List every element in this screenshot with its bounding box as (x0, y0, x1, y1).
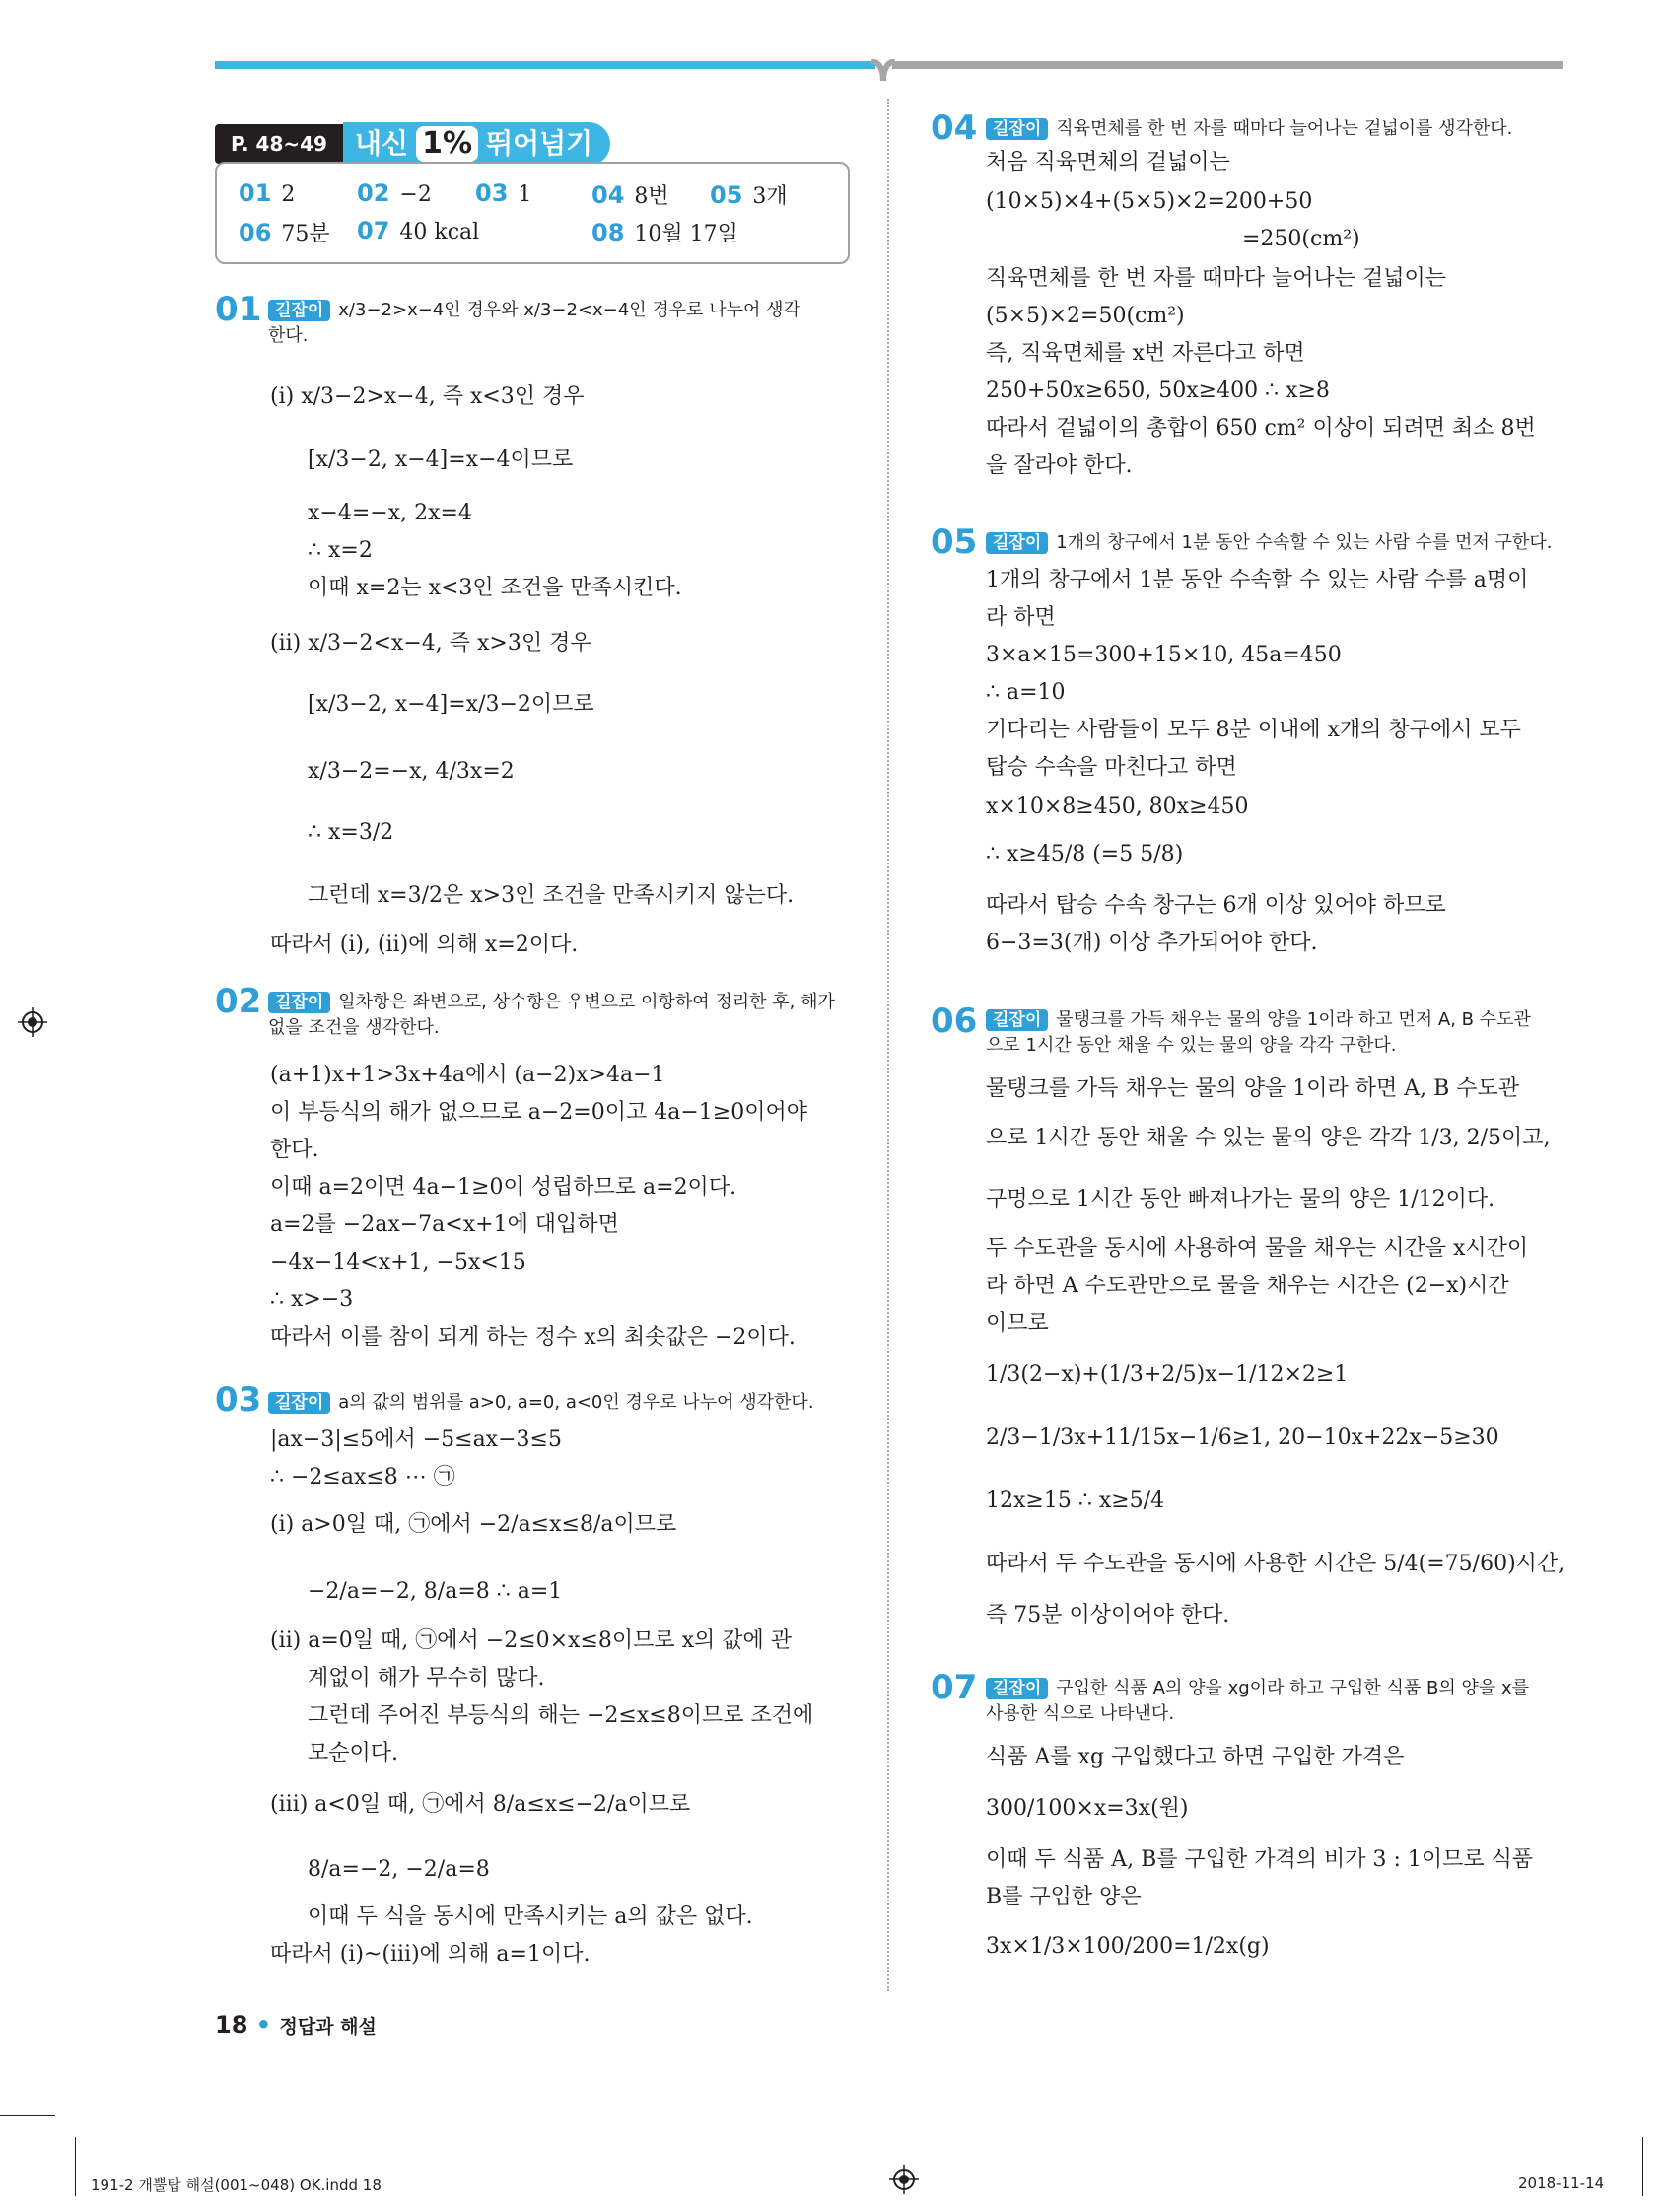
solution-line: x−4=−x, 2x=4 (308, 501, 472, 525)
hint-tag: 길잡이 (986, 1678, 1048, 1699)
solution-line: 탑승 수속을 마친다고 하면 (986, 755, 1237, 780)
problem-number: 04 (931, 108, 978, 148)
solution-line: ∴ x>−3 (270, 1287, 354, 1312)
solution-line: 식품 A를 xg 구입했다고 하면 구입한 가격은 (986, 1745, 1405, 1769)
column-divider (887, 99, 889, 1991)
problem-number: 05 (931, 522, 978, 562)
solution-line: 구멍으로 1시간 동안 빠져나가는 물의 양은 1/12이다. (986, 1187, 1495, 1211)
solution-line: 을 잘라야 한다. (986, 453, 1133, 478)
solution-line: (10×5)×4+(5×5)×2=200+50 (986, 189, 1313, 214)
solution-line: 2/3−1/3x+11/15x−1/6≥1, 20−10x+22x−5≥30 (986, 1425, 1499, 1450)
solution-line: 이때 두 식을 동시에 만족시키는 a의 값은 없다. (308, 1904, 753, 1929)
registration-mark-icon (18, 1007, 47, 1037)
hint: 길잡이 구입한 식품 A의 양을 xg이라 하고 구입한 식품 B의 양을 x를 사용한 식으로 나타낸다. (986, 1678, 1530, 1724)
solution-line: −2/a=−2, 8/a=8 ∴ a=1 (308, 1579, 563, 1604)
page-number: 18 (215, 2011, 248, 2039)
solution-line: a=2를 −2ax−7a<x+1에 대입하면 (270, 1212, 619, 1237)
solution-line: 으로 1시간 동안 채울 수 있는 물의 양은 각각 1/3, 2/5이고, (986, 1126, 1551, 1150)
page-tag: P. 48~49 (215, 124, 343, 164)
banner-title-a: 내신 (354, 127, 409, 160)
solution-line: (5×5)×2=50(cm²) (986, 304, 1185, 328)
answer-item: 01 2 (239, 179, 296, 207)
solution-line: [x/3−2, x−4]=x−4이므로 (308, 448, 574, 472)
top-bar-left (215, 61, 875, 69)
answer-header (215, 122, 610, 166)
print-slug-file: 191-2 개뿔탑 해설(001~048) OK.indd 18 (91, 2177, 382, 2194)
solution-line: 이때 두 식품 A, B를 구입한 가격의 비가 3 : 1이므로 식품 (986, 1847, 1534, 1872)
solution-line: 물탱크를 가득 채우는 물의 양을 1이라 하면 A, B 수도관 (986, 1076, 1520, 1101)
solution-line: 즉 75분 이상이어야 한다. (986, 1603, 1230, 1627)
solution-line: 한다. (270, 1138, 319, 1162)
solution-line: x×10×8≥450, 80x≥450 (986, 795, 1249, 819)
problem-number: 02 (215, 982, 262, 1021)
solution-line: 즉, 직육면체를 x번 자른다고 하면 (986, 341, 1305, 366)
solution-line: 250+50x≥650, 50x≥400 ∴ x≥8 (986, 379, 1330, 403)
solution-line: 3×a×15=300+15×10, 45a=450 (986, 643, 1342, 667)
solution-line: 따라서 겉넓이의 총합이 650 cm² 이상이 되려면 최소 8번 (986, 416, 1536, 441)
hint-tag: 길잡이 (268, 992, 330, 1013)
solution-line: 1/3(2−x)+(1/3+2/5)x−1/12×2≥1 (986, 1362, 1349, 1387)
solution-line: ∴ −2≤ax≤8 ⋯ ㉠ (270, 1465, 455, 1489)
solution-line: −4x−14<x+1, −5x<15 (270, 1250, 526, 1275)
problem-number: 01 (215, 290, 262, 329)
solution-line: (ⅱ) a=0일 때, ㉠에서 −2≤0×x≤8이므로 x의 값에 관 (270, 1628, 793, 1653)
hint: 길잡이 일차항은 좌변으로, 상수항은 우변으로 이항하여 정리한 후, 해가 없을 조건을 생각한다. (268, 992, 835, 1038)
solution-line: 라 하면 A 수도관만으로 물을 채우는 시간은 (2−x)시간 (986, 1274, 1509, 1298)
hint: 길잡이 직육면체를 한 번 자를 때마다 늘어나는 겉넓이를 생각한다. (986, 116, 1577, 142)
solution-line: 이므로 (986, 1311, 1049, 1336)
banner-percent: 1% (416, 126, 478, 162)
solution-line: 따라서 이를 참이 되게 하는 정수 x의 최솟값은 −2이다. (270, 1325, 796, 1349)
crop-mark (1642, 2137, 1643, 2196)
solution-line: [x/3−2, x−4]=x/3−2이므로 (308, 692, 594, 717)
solution-line: ∴ x≥45/8 (=5 5/8) (986, 842, 1184, 866)
solution-line: ∴ x=3/2 (308, 820, 394, 845)
problem-number: 07 (931, 1668, 978, 1707)
hint: 길잡이 물탱크를 가득 채우는 물의 양을 1이라 하고 먼저 A, B 수도관 으로 1시간 동안 채울 수 있는 물의 양을 각각 구한다. (986, 1009, 1531, 1056)
solution-line: =250(cm²) (1242, 227, 1360, 251)
registration-mark-icon (889, 2165, 919, 2194)
solution-line: 그런데 주어진 부등식의 해는 −2≤x≤8이므로 조건에 (308, 1703, 814, 1728)
solution-line: 직육면체를 한 번 자를 때마다 늘어나는 겉넓이는 (986, 266, 1447, 291)
problem-number: 03 (215, 1380, 262, 1419)
solution-line: ∴ x=2 (308, 538, 373, 563)
solution-line: ∴ a=10 (986, 680, 1066, 705)
hint-tag: 길잡이 (986, 118, 1048, 140)
solution-line: 따라서 탑승 수속 창구는 6개 이상 있어야 하므로 (986, 893, 1446, 918)
page-footer (215, 2011, 377, 2039)
solution-line: 처음 직육면체의 겉넓이는 (986, 150, 1230, 174)
hint: 길잡이 1개의 창구에서 1분 동안 수속할 수 있는 사람 수를 먼저 구한다. (986, 530, 1577, 556)
answer-item: 02 −2 (357, 179, 432, 207)
hint-tag: 길잡이 (986, 1009, 1048, 1031)
answer-item: 07 40 kcal (357, 217, 480, 244)
solution-line: 두 수도관을 동시에 사용하여 물을 채우는 시간을 x시간이 (986, 1236, 1529, 1261)
solution-line: 따라서 두 수도관을 동시에 사용한 시간은 5/4(=75/60)시간, (986, 1552, 1565, 1576)
hint-tag: 길잡이 (268, 300, 330, 321)
solution-line: x/3−2=−x, 4/3x=2 (308, 759, 515, 784)
hint: 길잡이 a의 값의 범위를 a>0, a=0, a<0인 경우로 나누어 생각한다. (268, 1390, 860, 1416)
solution-line: 그런데 x=3/2은 x>3인 조건을 만족시키지 않는다. (308, 883, 795, 908)
solution-line: (ⅰ) x/3−2>x−4, 즉 x<3인 경우 (270, 384, 585, 409)
hint-tag: 길잡이 (268, 1392, 330, 1414)
solution-line: B를 구입한 양은 (986, 1885, 1142, 1909)
hint-tag: 길잡이 (986, 532, 1048, 554)
top-bar-notch (871, 59, 895, 83)
solution-line: 3x×1/3×100/200=1/2x(g) (986, 1934, 1270, 1959)
solution-line: (a+1)x+1>3x+4a에서 (a−2)x>4a−1 (270, 1063, 665, 1087)
solution-line: 300/100×x=3x(원) (986, 1796, 1189, 1821)
solution-line: 1개의 창구에서 1분 동안 수속할 수 있는 사람 수를 a명이 (986, 568, 1529, 592)
solution-line: 모순이다. (308, 1741, 399, 1765)
solution-line: 이 부등식의 해가 없으므로 a−2=0이고 4a−1≥0이어야 (270, 1100, 807, 1125)
solution-line: 6−3=3(개) 이상 추가되어야 한다. (986, 931, 1318, 955)
problem-number: 06 (931, 1002, 978, 1041)
print-slug-date: 2018-11-14 (1518, 2175, 1605, 2192)
solution-line: |ax−3|≤5에서 −5≤ax−3≤5 (270, 1427, 562, 1452)
hint: 길잡이 x/3−2>x−4인 경우와 x/3−2<x−4인 경우로 나누어 생각 한다. (268, 300, 800, 346)
solution-line: (ⅱ) x/3−2<x−4, 즉 x>3인 경우 (270, 631, 591, 656)
crop-mark (0, 2115, 55, 2116)
footer-dot: • (255, 2011, 272, 2039)
answer-box (215, 162, 850, 264)
answer-item: 05 3개 (710, 181, 788, 209)
answer-item: 04 8번 (591, 181, 669, 209)
answer-item: 03 1 (475, 179, 532, 207)
section-banner (343, 122, 610, 166)
banner-title-b: 뛰어넘기 (486, 127, 593, 160)
crop-mark (75, 2137, 76, 2196)
solution-line: 따라서 (ⅰ)~(ⅲ)에 의해 a=1이다. (270, 1942, 591, 1967)
solution-line: 라 하면 (986, 605, 1056, 630)
answer-item: 08 10월 17일 (591, 219, 738, 246)
solution-line: (ⅲ) a<0일 때, ㉠에서 8/a≤x≤−2/a이므로 (270, 1792, 691, 1817)
solution-line: 이때 a=2이면 4a−1≥0이 성립하므로 a=2이다. (270, 1175, 737, 1200)
solution-line: 8/a=−2, −2/a=8 (308, 1857, 490, 1882)
answer-item: 06 75분 (239, 219, 330, 246)
solution-line: 따라서 (ⅰ), (ⅱ)에 의해 x=2이다. (270, 933, 579, 957)
solution-line: 12x≥15 ∴ x≥5/4 (986, 1488, 1165, 1513)
solution-line: 계없이 해가 무수히 많다. (308, 1666, 545, 1691)
solution-line: 이때 x=2는 x<3인 조건을 만족시킨다. (308, 576, 682, 600)
top-bar-right (892, 61, 1563, 69)
solution-line: (ⅰ) a>0일 때, ㉠에서 −2/a≤x≤8/a이므로 (270, 1512, 677, 1537)
solution-line: 기다리는 사람들이 모두 8분 이내에 x개의 창구에서 모두 (986, 718, 1521, 742)
footer-label: 정답과 해설 (279, 2016, 377, 2038)
